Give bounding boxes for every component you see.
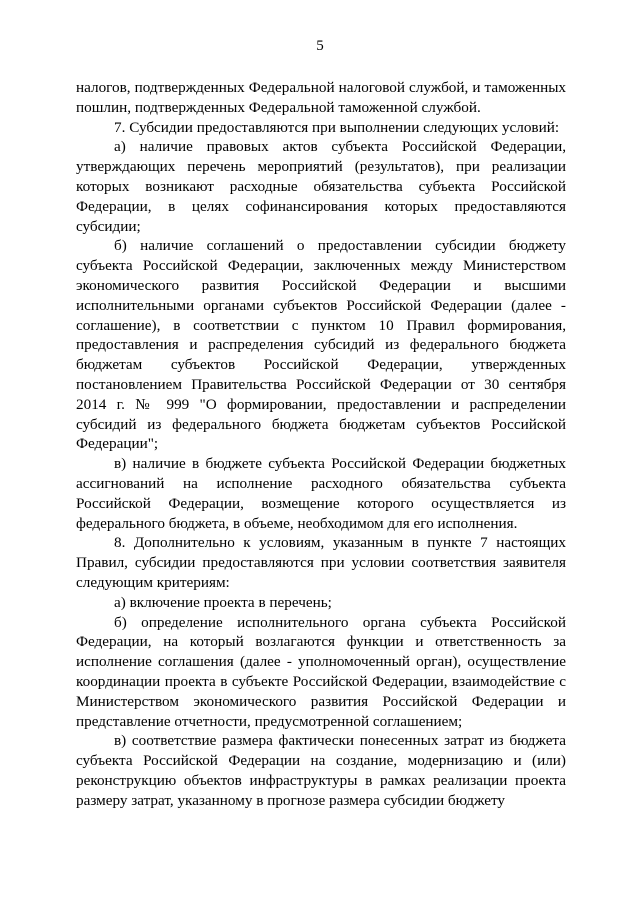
paragraph-clause-8: 8. Дополнительно к условиям, указанным в пункте 7 настоящих Правил, субсидии предоставляются при условии соответствия заявителя следующим критериям: [76,534,566,591]
paragraph-clause-7a: а) наличие правовых актов субъекта Российской Федерации, утверждающих перечень мероприятий (результатов), при реализации которых возникают расходные обязательства субъекта Российской Федерации, в целях софинансирования которых предоставляются субсидии; [76,138,566,235]
paragraph-clause-7b: б) наличие соглашений о предоставлении субсидии бюджету субъекта Российской Федерации, заключенных между Министерством экономического развития Российской Федерации и высшими исполнительными органами субъектов Российской Федерации (далее - соглашение), в соответствии с пунктом 10 Правил формирования, предоставления и распределения субсидий из федерального бюджета бюджетам субъектов Российской Федерации, утвержденных постановлением Правительства Российской Федерации от 30 сентября 2014 г. № 999 "О формировании, предоставлении и распределении субсидий из федерального бюджета бюджетам субъектов Российской Федерации"; [76,237,566,453]
paragraph-clause-7v: в) наличие в бюджете субъекта Российской Федерации бюджетных ассигнований на исполнение расходного обязательства субъекта Российской Федерации, возмещение которого осуществляется из федерального бюджета, в объеме, необходимом для его исполнения. [76,455,566,532]
paragraph-continuation: налогов, подтвержденных Федеральной налоговой службой, и таможенных пошлин, подтвержденных Федеральной таможенной службой. [76,79,566,116]
paragraph-clause-7: 7. Субсидии предоставляются при выполнении следующих условий: [114,118,560,136]
document-body [76,78,566,810]
paragraph-clause-8a: а) включение проекта в перечень; [114,593,332,611]
page-number: 5 [316,38,324,54]
paragraph-clause-8b: б) определение исполнительного органа субъекта Российской Федерации, на который возлагаются функции и ответственность за исполнение соглашения (далее - уполномоченный орган), осуществление координации проекта в субъекте Российской Федерации, взаимодействие с Министерством экономического развития Российской Федерации и представление отчетности, предусмотренной соглашением; [76,613,566,730]
paragraph-clause-8v: в) соответствие размера фактически понесенных затрат из бюджета субъекта Российской Федерации на создание, модернизацию и (или) реконструкцию объектов инфраструктуры в рамках реализации проекта размеру затрат, указанному в прогнозе размера субсидии бюджету [76,732,566,809]
